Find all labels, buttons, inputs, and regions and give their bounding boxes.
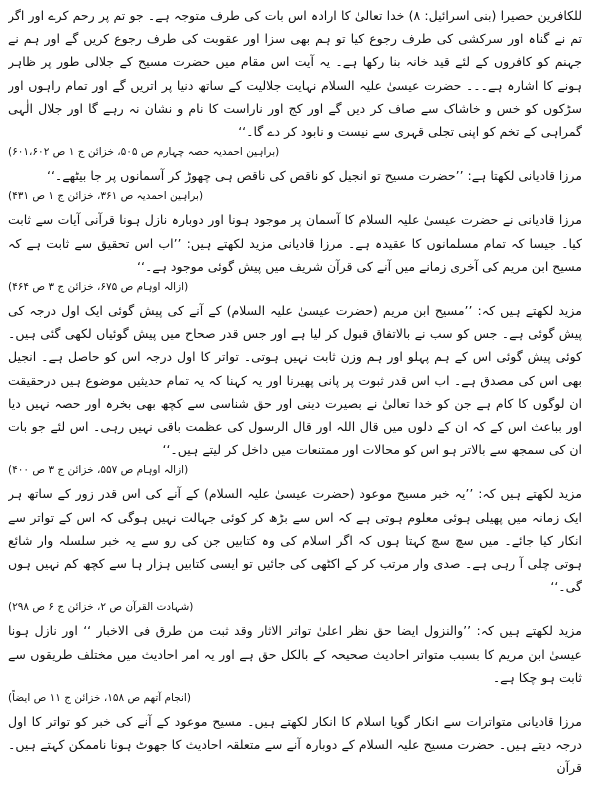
- citation-izala-557: (ازالہ اوہام ص ۵۵۷، خزائن ج ۳ ص ۴۰۰): [8, 464, 189, 477]
- paragraph-promised-messiah: مزید لکھتے ہیں کہ: ’’یہ خبر مسیح موعود (حضرت عیسیٰ علیہ السلام) کے آنے کی اس قدر زور کے ساتھ ہر ایک زمانہ میں پھیلی ہوئی معلوم ہوتی ہے کہ اس سے بڑھ کر کوئی جہالت نہیں ہوگی کہ اس کے تواتر سے انکار کیا جائے۔ میں سچ سچ کہتا ہوں کہ اگر اسلام کی وہ کتابیں جن کی رو سے یہ خبر سلسلہ وار شائع ہوتی چلی آ رہی ہے۔ صدی وار مرتب کر کے اکٹھی کی جائیں تو ایسی کتابیں ہزار ہا سے کچھ کم نہیں ہوں گی۔‘‘: [8, 486, 582, 595]
- citation-izala-675: (ازالہ اوہام ص ۶۷۵، خزائن ج ۳ ص ۴۶۴): [8, 281, 189, 294]
- citation-barahin: (براہین احمدیہ ص ۳۶۱، خزائن ج ۱ ص ۴۳۱): [8, 190, 204, 203]
- document-page: [8, 4, 582, 796]
- citation-anjam-atham: (انجام آتھم ص ۱۵۸، خزائن ج ۱۱ ص ایضاً): [8, 692, 191, 705]
- paragraph-opening: للکافرین حصیرا (بنی اسرائیل: ۸) خدا تعالیٰ کا ارادہ اس بات کی طرف متوجہ ہے۔ جو تم پر رحم کرے اور اگر تم نے گناہ اور سرکشی کی طرف رجوع کیا تو ہم بھی سزا اور عقوبت کی طرف رجوع کریں گے اور ہم نے جہنم کو کافروں کے لئے قید خانہ بنا رکھا ہے۔ یہ آیت اس مقام میں حضرت مسیح کے جلالی طور پر ظاہر ہونے کا اشارہ ہے۔۔۔ حضرت عیسیٰ علیہ السلام نہایت جلالیت کے ساتھ دنیا پر اتریں گے اور تمام راہوں اور سڑکوں کو خس و خاشاک سے صاف کر دیں گے اور کج اور ناراست کا نام و نشان نہ رہے گا اور جلال الٰہی گمراہی کے تخم کو اپنی تجلی قہری سے نیست و نابود کر دے گا۔‘‘: [8, 8, 582, 140]
- citation-shahadat-ul-quran: (شہادت القرآن ص ۲، خزائن ج ۶ ص ۲۹۸): [8, 601, 194, 614]
- citation-barahin-part-4: (براہین احمدیہ حصہ چہارم ص ۵۰۵، خزائن ج ۱ ص ۶۰۱،۶۰۲): [8, 146, 280, 159]
- paragraph-injeel-quote: مرزا قادیانی لکھتا ہے: ’’حضرت مسیح تو انجیل کو ناقص کی ناقص ہی چھوڑ کر آسمانوں پر جا بیٹھے۔‘‘: [46, 168, 582, 184]
- paragraph-closing: مرزا قادیانی متواترات سے انکار گویا اسلام کا انکار لکھتے ہیں۔ مسیح موعود کے آنے کی خبر کو تواتر کا اول درجہ دیتے ہیں۔ حضرت مسیح علیہ السلام کے دوبارہ آنے سے متعلقہ احادیث کا جھوٹ ہونا ناممکن کہتے ہیں۔ قرآن: [8, 714, 582, 776]
- paragraph-first-degree-prophecy: مزید لکھتے ہیں کہ: ’’مسیح ابن مریم (حضرت عیسیٰ علیہ السلام) کے آنے کی پیش گوئی ایک اول درجہ کی پیش گوئی ہے۔ جس کو سب نے بالاتفاق قبول کر لیا ہے اور جس قدر صحاح میں پیش گوئیاں لکھی گئی ہیں۔ کوئی پیش گوئی اس کے ہم پہلو اور ہم وزن ثابت نہیں ہوتی۔ تواتر کا اول درجہ اس کو حاصل ہے۔ انجیل بھی اس کی مصدق ہے۔ اب اس قدر ثبوت پر پانی پھیرنا اور یہ کہنا کہ یہ تمام حدیثیں موضوع ہیں درحقیقت ان لوگوں کا کام ہے جن کو خدا تعالیٰ نے بصیرت دینی اور حق شناسی سے کچھ بھی بخرہ اور حصہ نہیں دیا اور بباعث اس کے کہ ان کے دلوں میں قال اللہ اور قال الرسول کی عظمت باقی نہیں رہی۔ اس لئے جو بات ان کی سمجھ سے بالاتر ہو اس کو محالات اور ممتنعات میں داخل کر لیتے ہیں۔‘‘: [8, 303, 582, 458]
- paragraph-nuzool: مزید لکھتے ہیں کہ: ’’والنزول ایضا حق نظر اعلیٰ تواتر الاثار وقد ثبت من طرق فی الاخبار ‘‘ اور نازل ہونا عیسیٰ ابن مریم کا بسبب متواتر احادیث صحیحہ کے بالکل حق ہے اور یہ امر احادیث میں مختلف طریقوں سے ثابت ہو چکا ہے۔: [8, 623, 582, 685]
- paragraph-quranic-proof: مرزا قادیانی نے حضرت عیسیٰ علیہ السلام کا آسمان پر موجود ہونا اور دوبارہ نازل ہونا قرآنی آیات سے ثابت کیا۔ جیسا کہ تمام مسلمانوں کا عقیدہ ہے۔ مرزا قادیانی مزید لکھتے ہیں: ’’اب اس تحقیق سے ثابت ہے کہ مسیح ابن مریم کی آخری زمانے میں آنے کی قرآن شریف میں پیش گوئی موجود ہے۔‘‘: [8, 212, 582, 274]
